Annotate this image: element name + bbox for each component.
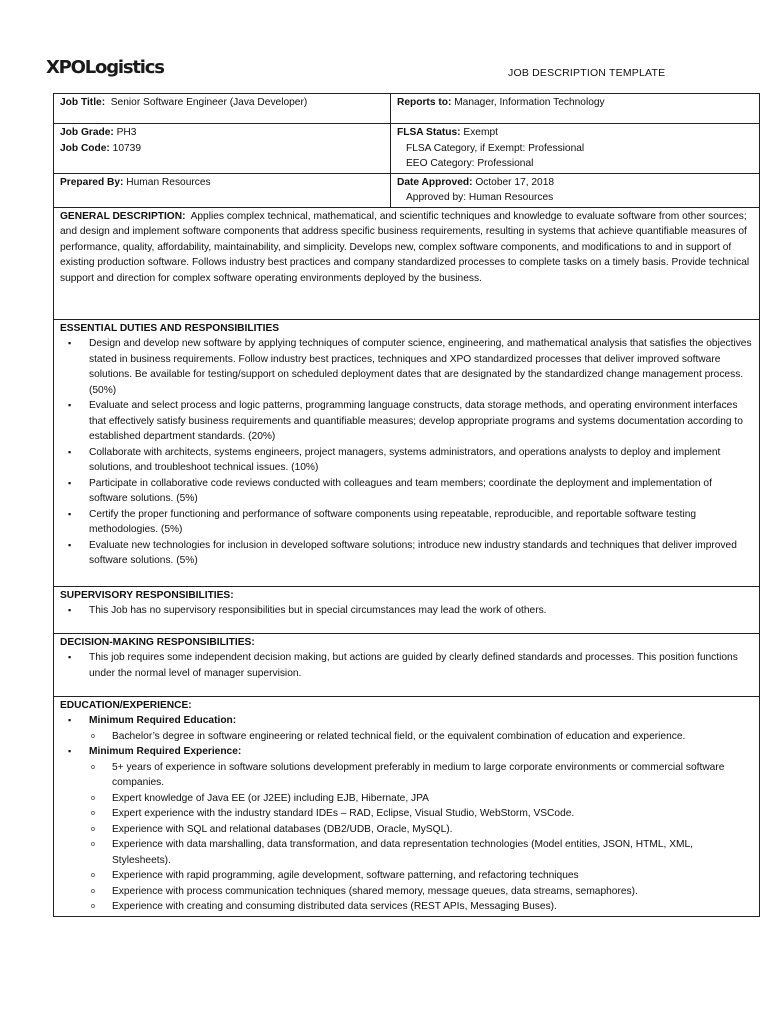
- prepared-by-label: Prepared By:: [60, 176, 124, 188]
- prepared-by-value: Human Resources: [126, 176, 211, 188]
- decision-making-heading: DECISION-MAKING RESPONSIBILITIES:: [60, 636, 255, 648]
- job-grade-label: Job Grade:: [60, 127, 114, 138]
- general-description-cell: [54, 207, 760, 319]
- document-title: JOB DESCRIPTION TEMPLATE: [508, 67, 666, 79]
- list-item: ▪ Certify the proper functioning and performance of software components using repeatable, reproducible, and reportable software testing methodologies. (5%): [68, 507, 753, 538]
- list-item: o 5+ years of experience in software solutions development preferably in medium to large corporate environments or commercial software companies.: [91, 760, 753, 791]
- date-approved-value: October 17, 2018: [475, 176, 555, 188]
- min-education-label: Minimum Required Education:: [89, 715, 237, 726]
- list-item: ▪ Evaluate and select process and logic patterns, programming language constructs, data storage methods, and operating environment interfaces that effectively satisfy business requirements and quantifiable measures; develop appropriate programs and systems documentation according to established department standards. (20%): [68, 398, 753, 445]
- list-item: o Experience with creating and consuming distributed data services (REST APIs, Messaging Buses).: [91, 899, 753, 915]
- general-description-text: Applies complex technical, mathematical, and scientific techniques and knowledge to evaluate software from other sources; and design and implement software components that address specific business requirements, resulting in systems that achieve quantifiable measures of performance, quality, affordability, maintainability, and simplicity. Develops new, complex software components, and modifications to and in support of existing production software. Follows industry best practices and company standardized processes to complete tasks on a timely basis. Provide technical support and direction for complex software operating environments deployed by the business.: [60, 210, 750, 284]
- date-approved-label: Date Approved:: [397, 176, 473, 188]
- reports-to-cell: [391, 94, 760, 124]
- company-logo: [46, 57, 164, 78]
- list-item: o Bachelor’s degree in software engineering or related technical field, or the equivalent combination of education and experience.: [91, 729, 753, 745]
- logo-xpo: XPO: [46, 57, 85, 78]
- reports-to-value: Manager, Information Technology: [454, 97, 605, 108]
- min-experience-item: [68, 744, 753, 915]
- eeo-category: EEO Category: Professional: [406, 158, 534, 169]
- list-item: o Expert knowledge of Java EE (or J2EE) including EJB, Hibernate, JPA: [91, 791, 753, 807]
- job-description-table: [53, 93, 760, 917]
- date-approved-cell: [391, 173, 760, 207]
- education-experience-heading: EDUCATION/EXPERIENCE:: [60, 699, 192, 711]
- prepared-by-cell: [54, 173, 391, 207]
- flsa-value: Exempt: [463, 127, 498, 138]
- approved-by: Approved by: Human Resources: [406, 192, 554, 203]
- job-title-value: Senior Software Engineer (Java Developer): [110, 97, 308, 108]
- logo-logistics: Logistics: [84, 57, 164, 78]
- job-grade-cell: [54, 124, 391, 174]
- list-item: o Experience with SQL and relational databases (DB2/UDB, Oracle, MySQL).: [91, 822, 753, 838]
- list-item: ▪ This Job has no supervisory responsibilities but in special circumstances may lead the work of others.: [68, 603, 753, 619]
- list-item: o Experience with data marshalling, data transformation, and data representation technologies (Model entities, JSON, HTML, XML, Stylesheets).: [91, 837, 753, 868]
- duties-list: [60, 336, 753, 569]
- flsa-label: FLSA Status:: [397, 127, 461, 138]
- reports-to-label: Reports to:: [397, 97, 452, 108]
- job-title-label: Job Title:: [60, 97, 106, 108]
- list-item: ▪ Design and develop new software by applying techniques of computer science, engineering, and mathematical analysis that satisfies the objectives stated in business requirements. Follow industry best practices, techniques and XPO standardized processes that deliver improved software solutions. Be available for testing/support on scheduled deployment dates that are designated by the standardized change management process. (50%): [68, 336, 753, 398]
- job-grade-value: PH3: [116, 127, 137, 138]
- decision-making-list: [60, 650, 753, 681]
- list-item: ▪ Evaluate new technologies for inclusion in developed software solutions; introduce new industry standards and techniques that deliver improved software solutions. (5%): [68, 538, 753, 569]
- general-description-heading: GENERAL DESCRIPTION:: [60, 210, 186, 222]
- flsa-category: FLSA Category, if Exempt: Professional: [406, 142, 585, 154]
- education-experience-cell: [54, 696, 760, 916]
- list-item: o Experience with process communication techniques (shared memory, message queues, data streams, semaphores).: [91, 884, 753, 900]
- min-education-item: [68, 713, 753, 744]
- supervisory-list: [60, 603, 753, 619]
- list-item: ▪ Collaborate with architects, systems engineers, project managers, systems administrators, and operations analysts to deploy and implement solutions, and troubleshoot technical issues. (10%): [68, 445, 753, 476]
- min-education-list: [89, 729, 753, 745]
- list-item: o Expert experience with the industry standard IDEs – RAD, Eclipse, Visual Studio, WebStorm, VSCode.: [91, 806, 753, 822]
- decision-making-cell: [54, 633, 760, 696]
- list-item: ▪ This job requires some independent decision making, but actions are guided by clearly defined standards and processes. This position functions under the normal level of manager supervision.: [68, 650, 753, 681]
- supervisory-heading: SUPERVISORY RESPONSIBILITIES:: [60, 589, 234, 601]
- list-item: ▪ Participate in collaborative code reviews conducted with colleagues and team members; coordinate the deployment and implementation of software solutions. (5%): [68, 476, 753, 507]
- min-experience-list: [89, 760, 753, 915]
- list-item: o Experience with rapid programming, agile development, software patterning, and refactoring techniques: [91, 868, 753, 884]
- duties-cell: [54, 319, 760, 586]
- supervisory-cell: [54, 586, 760, 633]
- job-code-label: Job Code:: [60, 142, 110, 154]
- flsa-cell: [391, 124, 760, 174]
- duties-heading: ESSENTIAL DUTIES AND RESPONSIBILITIES: [60, 322, 280, 334]
- education-experience-list: [60, 713, 753, 915]
- job-code-value: 10739: [112, 142, 141, 154]
- min-experience-label: Minimum Required Experience:: [89, 746, 242, 757]
- job-title-cell: [54, 94, 391, 124]
